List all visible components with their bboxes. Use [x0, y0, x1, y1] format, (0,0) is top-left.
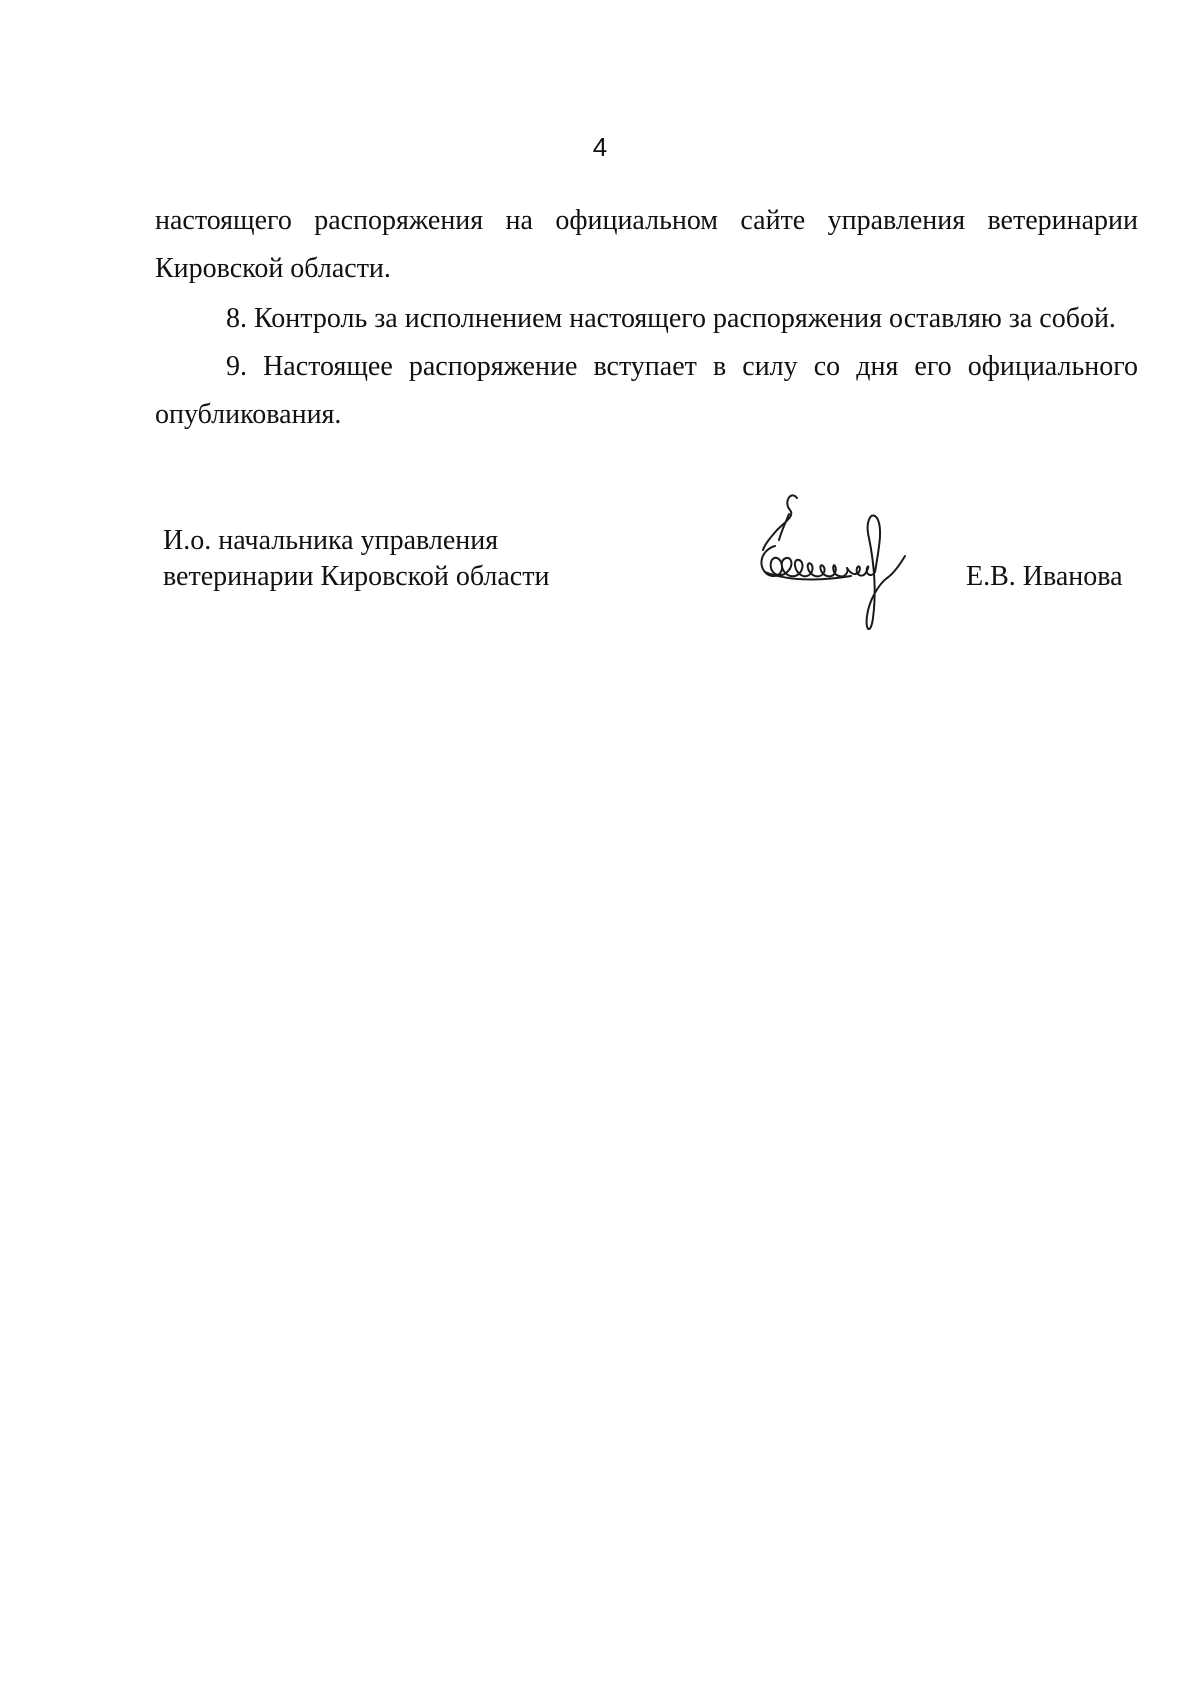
- signer-name: Е.В. Иванова: [966, 561, 1123, 592]
- paragraph-item-9: 9. Настоящее распоряжение вступает в силу со дня его официального опубликования.: [155, 351, 1138, 430]
- signer-title-line-2: ветеринарии Кировской области: [163, 561, 550, 592]
- signature-icon: [755, 488, 925, 638]
- document-body: [155, 197, 1138, 439]
- signer-title: [163, 523, 549, 595]
- paragraph-item-8: 8. Контроль за исполнением настоящего распоряжения оставляю за собой.: [226, 303, 1116, 334]
- page-number: 4: [592, 132, 608, 162]
- paragraph-continuation: настоящего распоряжения на официальном сайте управления ветеринарии Кировской области.: [155, 205, 1138, 284]
- signer-title-line-1: И.о. начальника управления: [163, 525, 499, 556]
